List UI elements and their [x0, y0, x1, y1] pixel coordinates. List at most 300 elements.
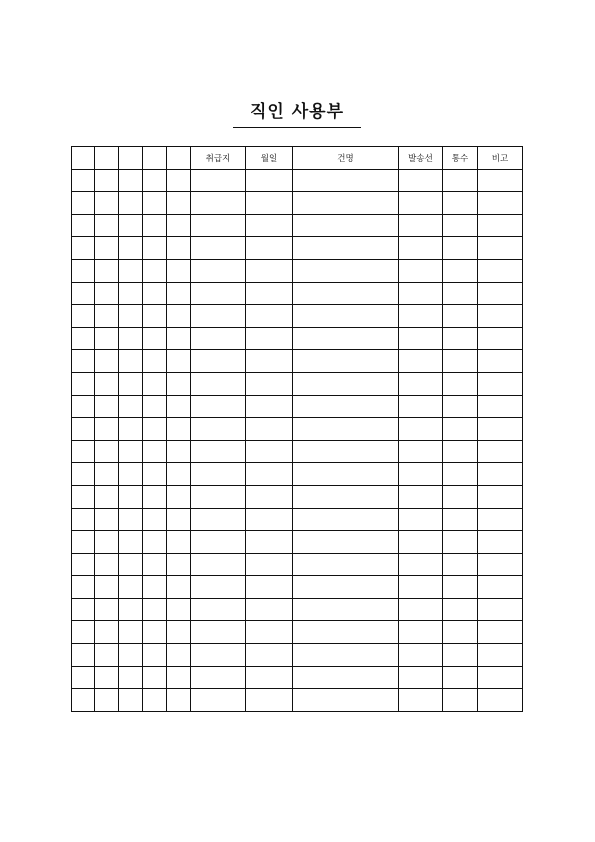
table-cell[interactable] [143, 237, 167, 260]
table-cell[interactable] [478, 327, 523, 350]
table-cell[interactable] [191, 214, 246, 237]
table-row [72, 666, 523, 689]
table-cell[interactable] [191, 418, 246, 441]
table-cell[interactable] [119, 192, 143, 215]
table-row [72, 350, 523, 373]
table-cell[interactable] [119, 463, 143, 486]
table-cell[interactable] [191, 508, 246, 531]
table-cell[interactable] [443, 214, 478, 237]
table-cell[interactable] [143, 644, 167, 667]
table-cell[interactable] [293, 621, 399, 644]
table-cell[interactable] [119, 418, 143, 441]
table-cell[interactable] [246, 372, 293, 395]
table-cell[interactable] [478, 440, 523, 463]
table-cell[interactable] [143, 463, 167, 486]
table-cell[interactable] [191, 598, 246, 621]
table-cell[interactable] [167, 237, 191, 260]
table-cell[interactable] [119, 395, 143, 418]
table-row [72, 440, 523, 463]
table-cell[interactable] [95, 350, 119, 373]
table-cell[interactable] [191, 372, 246, 395]
table-cell[interactable] [399, 214, 443, 237]
table-row [72, 192, 523, 215]
table-cell[interactable] [399, 192, 443, 215]
table-cell[interactable] [95, 531, 119, 554]
table-cell[interactable] [246, 621, 293, 644]
table-cell[interactable] [143, 531, 167, 554]
table-cell[interactable] [478, 350, 523, 373]
table-cell[interactable] [293, 666, 399, 689]
table-cell[interactable] [167, 418, 191, 441]
table-cell[interactable] [95, 644, 119, 667]
table-cell[interactable] [399, 395, 443, 418]
table-cell[interactable] [95, 214, 119, 237]
table-cell[interactable] [293, 508, 399, 531]
table-cell[interactable] [95, 576, 119, 599]
table-cell[interactable] [399, 644, 443, 667]
table-cell[interactable] [478, 282, 523, 305]
table-cell[interactable] [246, 418, 293, 441]
table-row [72, 372, 523, 395]
table-cell[interactable] [167, 644, 191, 667]
table-cell[interactable] [399, 598, 443, 621]
table-cell[interactable] [95, 169, 119, 192]
header-blank-5 [167, 147, 191, 170]
table-row [72, 305, 523, 328]
table-cell[interactable] [95, 327, 119, 350]
table-cell[interactable] [191, 485, 246, 508]
table-cell[interactable] [478, 666, 523, 689]
table-cell[interactable] [119, 350, 143, 373]
table-cell[interactable] [95, 598, 119, 621]
table-cell[interactable] [72, 192, 95, 215]
table-cell[interactable] [72, 305, 95, 328]
table-cell[interactable] [443, 395, 478, 418]
table-cell[interactable] [72, 576, 95, 599]
header-handler: 취급지 [191, 147, 246, 170]
table-row [72, 395, 523, 418]
table-cell[interactable] [399, 531, 443, 554]
table-cell[interactable] [293, 169, 399, 192]
table-cell[interactable] [443, 485, 478, 508]
table-cell[interactable] [119, 305, 143, 328]
table-cell[interactable] [95, 395, 119, 418]
table-cell[interactable] [399, 327, 443, 350]
table-cell[interactable] [293, 598, 399, 621]
table-cell[interactable] [119, 508, 143, 531]
table-cell[interactable] [167, 214, 191, 237]
table-cell[interactable] [399, 169, 443, 192]
table-cell[interactable] [143, 598, 167, 621]
table-cell[interactable] [167, 192, 191, 215]
table-cell[interactable] [191, 169, 246, 192]
table-cell[interactable] [72, 395, 95, 418]
table-cell[interactable] [167, 553, 191, 576]
table-cell[interactable] [72, 508, 95, 531]
table-cell[interactable] [246, 350, 293, 373]
table-cell[interactable] [119, 169, 143, 192]
table-cell[interactable] [478, 259, 523, 282]
table-cell[interactable] [246, 305, 293, 328]
table-cell[interactable] [399, 576, 443, 599]
table-cell[interactable] [478, 553, 523, 576]
table-cell[interactable] [246, 576, 293, 599]
header-blank-1 [72, 147, 95, 170]
table-cell[interactable] [478, 418, 523, 441]
table-row [72, 576, 523, 599]
table-cell[interactable] [119, 689, 143, 712]
table-cell[interactable] [119, 327, 143, 350]
table-cell[interactable] [119, 531, 143, 554]
table-cell[interactable] [167, 598, 191, 621]
table-cell[interactable] [143, 327, 167, 350]
table-cell[interactable] [72, 621, 95, 644]
table-cell[interactable] [191, 350, 246, 373]
table-row [72, 214, 523, 237]
table-cell[interactable] [72, 282, 95, 305]
table-cell[interactable] [72, 485, 95, 508]
table-cell[interactable] [95, 553, 119, 576]
table-cell[interactable] [399, 372, 443, 395]
table-cell[interactable] [191, 689, 246, 712]
table-cell[interactable] [167, 305, 191, 328]
table-cell[interactable] [246, 666, 293, 689]
seal-usage-ledger [71, 146, 523, 712]
table-cell[interactable] [399, 689, 443, 712]
table-cell[interactable] [246, 485, 293, 508]
table-cell[interactable] [399, 259, 443, 282]
page-title: 직인 사용부 [249, 102, 345, 122]
table-cell[interactable] [95, 689, 119, 712]
table-cell[interactable] [443, 553, 478, 576]
table-cell[interactable] [246, 327, 293, 350]
table-cell[interactable] [167, 531, 191, 554]
table-cell[interactable] [143, 553, 167, 576]
table-cell[interactable] [95, 463, 119, 486]
table-cell[interactable] [72, 418, 95, 441]
header-blank-4 [143, 147, 167, 170]
table-cell[interactable] [478, 192, 523, 215]
table-cell[interactable] [443, 282, 478, 305]
table-row [72, 531, 523, 554]
table-cell[interactable] [72, 644, 95, 667]
table-cell[interactable] [95, 440, 119, 463]
table-cell[interactable] [143, 666, 167, 689]
table-cell[interactable] [119, 372, 143, 395]
table-cell[interactable] [72, 598, 95, 621]
table-cell[interactable] [167, 169, 191, 192]
table-cell[interactable] [293, 485, 399, 508]
table-cell[interactable] [95, 666, 119, 689]
table-cell[interactable] [191, 282, 246, 305]
table-cell[interactable] [478, 169, 523, 192]
table-cell[interactable] [399, 508, 443, 531]
table-cell[interactable] [443, 508, 478, 531]
table-cell[interactable] [191, 553, 246, 576]
header-date: 월일 [246, 147, 293, 170]
table-cell[interactable] [143, 305, 167, 328]
table-cell[interactable] [399, 485, 443, 508]
table-cell[interactable] [191, 463, 246, 486]
table-cell[interactable] [143, 621, 167, 644]
table-cell[interactable] [191, 576, 246, 599]
table-cell[interactable] [293, 372, 399, 395]
table-cell[interactable] [143, 192, 167, 215]
table-cell[interactable] [293, 214, 399, 237]
table-cell[interactable] [399, 418, 443, 441]
table-cell[interactable] [399, 463, 443, 486]
table-cell[interactable] [167, 350, 191, 373]
table-cell[interactable] [95, 418, 119, 441]
table-cell[interactable] [478, 531, 523, 554]
table-cell[interactable] [143, 259, 167, 282]
table-cell[interactable] [167, 372, 191, 395]
table-cell[interactable] [399, 237, 443, 260]
table-cell[interactable] [293, 576, 399, 599]
table-cell[interactable] [167, 485, 191, 508]
table-cell[interactable] [478, 621, 523, 644]
table-cell[interactable] [119, 282, 143, 305]
table-cell[interactable] [246, 282, 293, 305]
table-cell[interactable] [293, 350, 399, 373]
table-cell[interactable] [246, 689, 293, 712]
table-cell[interactable] [191, 305, 246, 328]
table-cell[interactable] [167, 395, 191, 418]
table-cell[interactable] [95, 282, 119, 305]
table-cell[interactable] [246, 531, 293, 554]
table-cell[interactable] [246, 508, 293, 531]
table-cell[interactable] [191, 531, 246, 554]
table-cell[interactable] [72, 350, 95, 373]
table-cell[interactable] [143, 508, 167, 531]
table-cell[interactable] [119, 440, 143, 463]
table-cell[interactable] [246, 644, 293, 667]
table-cell[interactable] [167, 508, 191, 531]
table-cell[interactable] [119, 598, 143, 621]
table-cell[interactable] [95, 372, 119, 395]
table-cell[interactable] [478, 576, 523, 599]
table-cell[interactable] [246, 169, 293, 192]
table-cell[interactable] [293, 192, 399, 215]
table-row [72, 689, 523, 712]
table-cell[interactable] [293, 644, 399, 667]
table-cell[interactable] [246, 463, 293, 486]
table-cell[interactable] [399, 666, 443, 689]
table-cell[interactable] [191, 192, 246, 215]
table-cell[interactable] [478, 305, 523, 328]
table-cell[interactable] [72, 440, 95, 463]
table-cell[interactable] [119, 621, 143, 644]
table-cell[interactable] [246, 395, 293, 418]
table-cell[interactable] [119, 644, 143, 667]
table-cell[interactable] [72, 237, 95, 260]
table-row [72, 282, 523, 305]
table-cell[interactable] [399, 440, 443, 463]
table-cell[interactable] [293, 463, 399, 486]
table-cell[interactable] [293, 282, 399, 305]
table-row [72, 463, 523, 486]
table-cell[interactable] [191, 237, 246, 260]
table-cell[interactable] [191, 259, 246, 282]
table-cell[interactable] [95, 508, 119, 531]
table-cell[interactable] [443, 327, 478, 350]
table-cell[interactable] [293, 395, 399, 418]
table-cell[interactable] [143, 350, 167, 373]
table-row [72, 327, 523, 350]
table-cell[interactable] [72, 169, 95, 192]
header-blank-3 [119, 147, 143, 170]
table-cell[interactable] [72, 463, 95, 486]
table-cell[interactable] [443, 531, 478, 554]
table-cell[interactable] [246, 259, 293, 282]
table-cell[interactable] [72, 259, 95, 282]
table-cell[interactable] [95, 621, 119, 644]
table-cell[interactable] [119, 237, 143, 260]
table-cell[interactable] [293, 553, 399, 576]
table-row [72, 485, 523, 508]
table-cell[interactable] [72, 372, 95, 395]
table-cell[interactable] [478, 237, 523, 260]
table-cell[interactable] [95, 192, 119, 215]
table-cell[interactable] [95, 259, 119, 282]
header-subject: 건명 [293, 147, 399, 170]
header-blank-2 [95, 147, 119, 170]
table-cell[interactable] [293, 327, 399, 350]
table-cell[interactable] [119, 485, 143, 508]
table-cell[interactable] [443, 689, 478, 712]
table-cell[interactable] [443, 463, 478, 486]
table-cell[interactable] [399, 350, 443, 373]
table-cell[interactable] [478, 485, 523, 508]
table-cell[interactable] [95, 237, 119, 260]
table-cell[interactable] [293, 305, 399, 328]
table-cell[interactable] [167, 440, 191, 463]
table-cell[interactable] [191, 644, 246, 667]
table-cell[interactable] [143, 282, 167, 305]
table-cell[interactable] [293, 237, 399, 260]
table-cell[interactable] [443, 169, 478, 192]
table-cell[interactable] [167, 666, 191, 689]
table-cell[interactable] [399, 621, 443, 644]
table-cell[interactable] [478, 463, 523, 486]
table-cell[interactable] [72, 553, 95, 576]
table-cell[interactable] [399, 553, 443, 576]
table-cell[interactable] [167, 282, 191, 305]
table-cell[interactable] [191, 395, 246, 418]
table-cell[interactable] [143, 689, 167, 712]
table-row [72, 598, 523, 621]
table-cell[interactable] [72, 666, 95, 689]
table-cell[interactable] [167, 259, 191, 282]
table-cell[interactable] [72, 531, 95, 554]
table-cell[interactable] [478, 598, 523, 621]
table-cell[interactable] [167, 621, 191, 644]
table-cell[interactable] [443, 259, 478, 282]
table-cell[interactable] [143, 576, 167, 599]
table-cell[interactable] [143, 440, 167, 463]
header-recipient: 발송선 [399, 147, 443, 170]
table-cell[interactable] [478, 644, 523, 667]
table-cell[interactable] [143, 214, 167, 237]
table-row [72, 553, 523, 576]
table-cell[interactable] [246, 237, 293, 260]
table-row [72, 259, 523, 282]
table-cell[interactable] [399, 305, 443, 328]
table-cell[interactable] [443, 350, 478, 373]
table-cell[interactable] [95, 305, 119, 328]
table-cell[interactable] [119, 259, 143, 282]
table-cell[interactable] [246, 553, 293, 576]
table-cell[interactable] [191, 621, 246, 644]
table-cell[interactable] [293, 418, 399, 441]
table-cell[interactable] [443, 621, 478, 644]
table-cell[interactable] [443, 644, 478, 667]
table-cell[interactable] [167, 689, 191, 712]
table-cell[interactable] [143, 169, 167, 192]
table-row [72, 237, 523, 260]
table-row [72, 508, 523, 531]
table-cell[interactable] [478, 395, 523, 418]
table-cell[interactable] [167, 576, 191, 599]
table-cell[interactable] [443, 666, 478, 689]
table-cell[interactable] [246, 214, 293, 237]
table-cell[interactable] [72, 327, 95, 350]
table-cell[interactable] [293, 531, 399, 554]
table-cell[interactable] [293, 689, 399, 712]
table-cell[interactable] [399, 282, 443, 305]
table-cell[interactable] [95, 485, 119, 508]
table-cell[interactable] [143, 395, 167, 418]
header-row [72, 147, 523, 170]
table-cell[interactable] [443, 418, 478, 441]
table-cell[interactable] [443, 576, 478, 599]
table-cell[interactable] [119, 576, 143, 599]
table-cell[interactable] [167, 463, 191, 486]
table-row [72, 169, 523, 192]
table-cell[interactable] [478, 372, 523, 395]
table-cell[interactable] [246, 598, 293, 621]
table-cell[interactable] [191, 327, 246, 350]
table-cell[interactable] [293, 440, 399, 463]
table-cell[interactable] [72, 689, 95, 712]
table-cell[interactable] [443, 598, 478, 621]
table-cell[interactable] [143, 418, 167, 441]
table-row [72, 418, 523, 441]
table-cell[interactable] [478, 508, 523, 531]
title-underline [233, 127, 361, 128]
header-copies: 통수 [443, 147, 478, 170]
table-cell[interactable] [246, 440, 293, 463]
table-cell[interactable] [72, 214, 95, 237]
table-cell[interactable] [443, 372, 478, 395]
table-cell[interactable] [119, 214, 143, 237]
table-cell[interactable] [119, 553, 143, 576]
table-cell[interactable] [119, 666, 143, 689]
table-cell[interactable] [191, 440, 246, 463]
table-cell[interactable] [478, 689, 523, 712]
table-cell[interactable] [167, 327, 191, 350]
table-cell[interactable] [443, 237, 478, 260]
table-cell[interactable] [443, 440, 478, 463]
table-cell[interactable] [478, 214, 523, 237]
table-cell[interactable] [443, 305, 478, 328]
table-cell[interactable] [191, 666, 246, 689]
table-cell[interactable] [246, 192, 293, 215]
table-cell[interactable] [293, 259, 399, 282]
table-cell[interactable] [143, 485, 167, 508]
table-cell[interactable] [143, 372, 167, 395]
table-cell[interactable] [443, 192, 478, 215]
